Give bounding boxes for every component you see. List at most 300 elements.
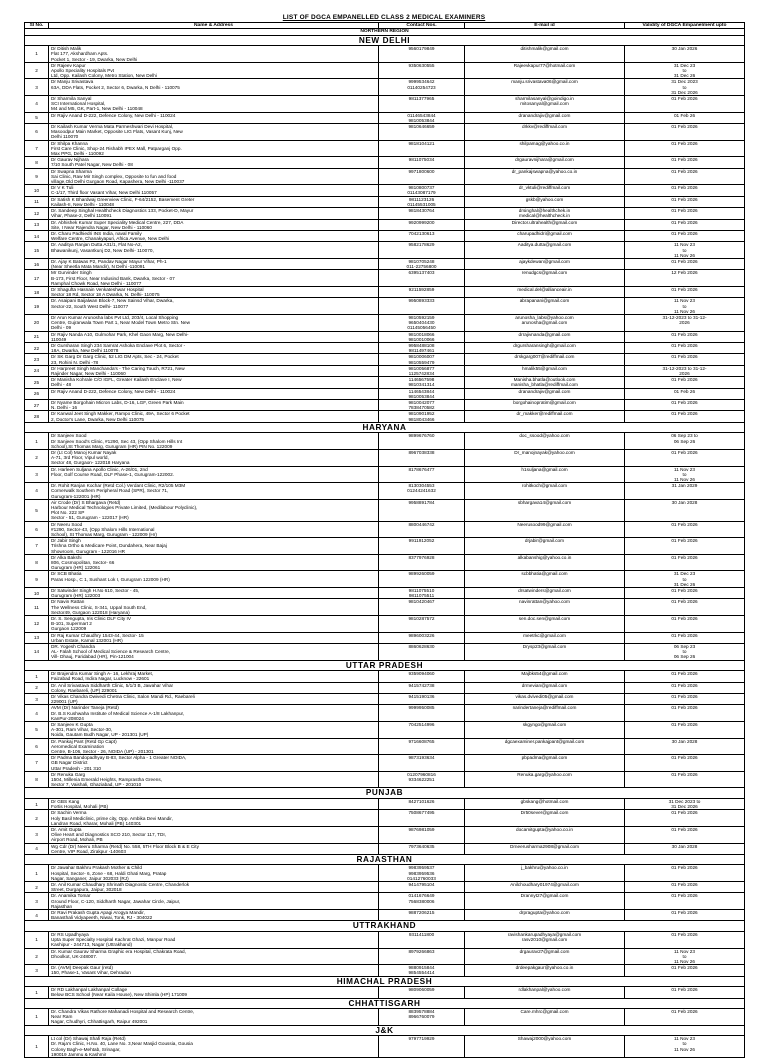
- name-address-line: Dr RS Upadhyaya: [51, 931, 89, 937]
- validity-date-line: 01 Feb 2026: [671, 826, 698, 832]
- email-id-line[interactable]: dranandrajiv@gmail.com: [518, 388, 571, 394]
- table-row: [25, 948, 745, 965]
- serial-number: 20: [25, 314, 49, 331]
- name-address-line: Dr SCB Bhatia: [51, 571, 82, 577]
- email-id-line[interactable]: sen.doc.sen@gmail.com: [518, 616, 571, 622]
- name-address-line: Dr Shilpa Khanna: [51, 140, 88, 146]
- section-title: HARYANA: [25, 422, 745, 433]
- email-id-line[interactable]: Neerusood99@gmail.com: [517, 521, 572, 527]
- email-id-line[interactable]: Majbks54@gmail.com: [521, 671, 568, 677]
- serial-number: 1: [25, 1036, 49, 1058]
- email-id-line[interactable]: Drysp23@gmail.com: [522, 644, 567, 650]
- email-id: [465, 755, 625, 772]
- validity-date-line: 01 Feb 2026: [671, 219, 698, 225]
- validity-date-line: to: [682, 471, 687, 477]
- email-id: [465, 377, 625, 388]
- name-address: [49, 354, 379, 365]
- email-id-line[interactable]: medical@healthcheck.in: [519, 213, 570, 219]
- validity-date-line: to: [682, 953, 687, 959]
- name-address: [49, 270, 379, 287]
- email-id-line[interactable]: arunosha@gmail.com: [521, 320, 568, 326]
- validity-date-line: 01 Feb 2026: [671, 354, 698, 360]
- name-address-line: Holy Basil Mediclinic, prime city, Opp. Ambika Devi Mandir,: [51, 815, 173, 821]
- table-row: [25, 693, 745, 704]
- email-id-line[interactable]: dr_makker@rediffmail.com: [516, 411, 573, 417]
- email-id-line[interactable]: charupadhidri@gmail.com: [517, 230, 572, 236]
- serial-number: 12: [25, 208, 49, 219]
- email-id-line[interactable]: medical.del@allianceair.in: [517, 286, 572, 292]
- contact-numbers: [379, 499, 465, 521]
- email-id-line[interactable]: manisha_bhatla@rediffmail.com: [511, 382, 578, 388]
- email-id-line[interactable]: ravishankarupadhyaya@gmail.com: [507, 931, 582, 937]
- contact-numbers: [379, 798, 465, 809]
- name-address: [49, 185, 379, 196]
- serial-number: 4: [25, 483, 49, 500]
- email-id: [465, 230, 625, 241]
- serial-number: 3: [25, 965, 49, 976]
- name-address: [49, 483, 379, 500]
- email-id: [465, 466, 625, 483]
- validity-date-line: 01 Feb 2026: [671, 882, 698, 888]
- email-id-line[interactable]: Aaditya.dutta@gmail.com: [517, 242, 572, 248]
- contact-numbers: [379, 286, 465, 297]
- name-address-line: Dr Sanjeev K Gupta: [51, 721, 93, 727]
- email-id-line[interactable]: drdeepakgaur@yahoo.co.in: [515, 965, 574, 971]
- validity-date-line: 01 Feb 2026: [671, 521, 698, 527]
- table-row: [25, 644, 745, 661]
- email-id-line[interactable]: ajaykdewan@gmail.com: [519, 258, 570, 264]
- name-address-line: Dr. Harleen Suljana Apollo Clinic, A-26/01, 2nd: [51, 466, 148, 472]
- validity-date-line: to: [682, 649, 687, 655]
- email-id-line[interactable]: dr_pankajswapna@yahoo.co.in: [511, 168, 578, 174]
- contact-numbers: [379, 230, 465, 241]
- name-address-line: Delhi 110070: [51, 134, 79, 140]
- name-address-line: Dr GBS Kang: [51, 798, 80, 804]
- table-row: [25, 185, 745, 196]
- contact-numbers: [379, 882, 465, 893]
- validity-date-line: 01 Feb 26: [673, 388, 696, 394]
- email-id-line[interactable]: sharmilasanyal@goindigo.in: [515, 96, 574, 102]
- contact-numbers: [379, 738, 465, 755]
- name-address-line: KanPur-208024: [51, 715, 84, 721]
- header-email: E-mail id: [465, 23, 625, 29]
- name-address-line: Olive Heart and Diagnostics SCO 210, Sector 117, TDI,: [51, 832, 166, 838]
- name-address: [49, 693, 379, 704]
- name-address-line: Centre, Gujranwala Town Part 1, Near Model Town Metro Stn. New: [51, 320, 190, 326]
- email-id-line[interactable]: dgcaexaminer.pankajpant@gmail.com: [504, 738, 585, 744]
- email-id: [465, 843, 625, 854]
- contact-numbers-line: 1146543844: [408, 388, 435, 394]
- email-id-line[interactable]: drjabir@gmail.com: [524, 538, 565, 544]
- name-address-line: Dr. Charu Padhiedri INS India, naval Family: [51, 230, 142, 236]
- name-address-line: Dr. Kumar Gaurav Sharma Graphic era Hospital, Chakrata Road,: [51, 948, 186, 954]
- contact-numbers-line: 9810559479: [408, 359, 435, 365]
- name-address-line: Dr Sanjeev Sood: [51, 433, 87, 439]
- email-id-line[interactable]: alkabanshig@yahoo.co.in: [517, 554, 572, 560]
- table-row: [25, 342, 745, 353]
- name-address-line: DR. Yogesh Chandra: [51, 644, 96, 650]
- email-id-line[interactable]: abrapanani@gmail.com: [519, 298, 570, 304]
- contact-numbers-line: 8966760079: [408, 1014, 435, 1020]
- email-id-line[interactable]: drgursharansingh@gmail.com: [513, 342, 576, 348]
- name-address: [49, 771, 379, 788]
- name-address: [49, 449, 379, 466]
- contact-numbers: [379, 693, 465, 704]
- contact-numbers: [379, 632, 465, 643]
- name-address-line: Dr Padma Bandopadhyay B-83, Sector Alpha - 1 Greater NOIDA,: [51, 755, 187, 761]
- validity-date-line: 01 Feb 2026: [671, 1009, 698, 1014]
- email-id: [465, 538, 625, 555]
- serial-number: 17: [25, 270, 49, 287]
- serial-number: 5: [25, 112, 49, 123]
- validity-date-line: 31 Dec 26: [673, 581, 696, 587]
- contact-numbers-line: 9818043466: [408, 416, 435, 422]
- name-address: [49, 342, 379, 353]
- serial-number: 6: [25, 521, 49, 538]
- validity-date: [625, 168, 745, 185]
- validity-date: [625, 910, 745, 921]
- name-address-line: Dr Navin Rattan: [51, 599, 85, 605]
- validity-date-line: 01 Feb 2026: [671, 693, 698, 699]
- validity-date-line: 01 Feb 2026: [671, 411, 698, 417]
- email-id-line[interactable]: gbskang@hotmail.com: [520, 798, 569, 804]
- validity-date-line: 31-12-2023 to 31-12-: [662, 365, 707, 371]
- contact-numbers-line: 9560179849: [408, 46, 435, 52]
- name-address: [49, 910, 379, 921]
- validity-date: [625, 987, 745, 998]
- examiners-table: [24, 22, 745, 1058]
- email-id-line[interactable]: sbhargava14@gmail.com: [517, 499, 572, 505]
- contact-numbers-line: 9818104121: [408, 140, 435, 146]
- contact-numbers: [379, 331, 465, 342]
- contact-numbers-line: 9810006007: [408, 354, 435, 360]
- name-address-line: Sector 7, Vaishali, Ghaziabad, UP - 201010: [51, 782, 142, 788]
- name-address-line: Dr Kailash Kumar Verma Mata Parmeshwari Devi Hospital,: [51, 124, 174, 130]
- name-address-line: Airport Road, Mohali, PB: [51, 837, 103, 843]
- name-address: [49, 865, 379, 882]
- validity-date-line: 01 Feb 2026: [671, 538, 698, 544]
- email-id-line[interactable]: drgaurav27@gmail.com: [519, 948, 570, 954]
- email-id: [465, 865, 625, 882]
- validity-date: [625, 411, 745, 422]
- serial-number: 7: [25, 538, 49, 555]
- table-row: [25, 588, 745, 599]
- validity-date-line: 31 Jan 2029: [671, 483, 698, 489]
- validity-date-line: 2026: [679, 370, 690, 376]
- name-address-line: Banasthali Vidyapeeth, Niwai, Tonk, RJ - 304022: [51, 915, 153, 921]
- email-id-line[interactable]: pbpadma@gmail.com: [521, 755, 568, 761]
- table-row: [25, 230, 745, 241]
- name-address-line: AL- Falah School of Medical Science & Research Centre,: [51, 649, 171, 655]
- section-title: RAJASTHAN: [25, 854, 745, 865]
- validity-date-line: 01 Feb 2026: [671, 258, 698, 264]
- name-address-line: Dr Gaurav Nijhara: [51, 157, 89, 163]
- name-address: [49, 466, 379, 483]
- serial-number: 19: [25, 298, 49, 315]
- name-address: [49, 948, 379, 965]
- validity-date-line: 30 Jan 2028: [671, 738, 698, 744]
- validity-date: [625, 449, 745, 466]
- email-id-line[interactable]: Anilchoudhary01974@gmail.com: [510, 882, 579, 888]
- email-id-line[interactable]: mitosanyal@gmail.com: [520, 101, 569, 107]
- contact-numbers-line: 8800446742: [408, 521, 435, 527]
- validity-date: [625, 140, 745, 157]
- name-address-line: Bhawanikunj, Vasantkunj D2, New Delhi- 110070,: [51, 247, 154, 253]
- name-address: [49, 671, 379, 682]
- email-id-line[interactable]: Drannyt27@gmail.com: [520, 893, 569, 899]
- contact-numbers-line: 9811075510: [408, 588, 435, 593]
- email-id-line[interactable]: drsinghal@healthchek.in: [518, 208, 571, 214]
- contact-numbers-line: 9854554414: [408, 970, 435, 976]
- validity-date-line: to: [682, 68, 687, 74]
- name-address: [49, 538, 379, 555]
- name-address-line: Ground Floor, C-120, Siddharth Nagar, Jawahar Circle, Jaipur,: [51, 898, 181, 904]
- name-address-line: Dr SK Garg Dr Garg Clinic, 52 LIG DM Apts, Sec - 24, Pocket: [51, 354, 179, 360]
- contact-numbers: [379, 865, 465, 882]
- validity-date: [625, 483, 745, 500]
- validity-date: [625, 157, 745, 168]
- section-header-row: [25, 35, 745, 46]
- contact-numbers: [379, 365, 465, 376]
- email-id: [465, 140, 625, 157]
- email-id-line[interactable]: j_bakhru@yahoo.co.in: [521, 865, 568, 871]
- contact-numbers-line: 9415742738: [408, 682, 435, 688]
- email-id-line[interactable]: drrajivnanda@gmail.com: [518, 331, 571, 337]
- table-row: [25, 931, 745, 948]
- table-row: [25, 286, 745, 297]
- validity-date: [625, 810, 745, 827]
- email-id-line[interactable]: Rajeevkapur77@hotmail.com: [513, 62, 576, 68]
- validity-date-line: 01 Feb 2026: [671, 682, 698, 688]
- serial-number: 8: [25, 157, 49, 168]
- name-address: [49, 798, 379, 809]
- validity-date-line: 01 Feb 2026: [671, 616, 698, 622]
- section-header-row: [25, 921, 745, 932]
- email-id-line[interactable]: drkkv@rediffmail.com: [521, 124, 568, 130]
- serial-number: 4: [25, 843, 49, 854]
- email-id: [465, 314, 625, 331]
- contact-numbers: [379, 521, 465, 538]
- email-id-line[interactable]: Dr_manojnayak@yahoo.com: [514, 449, 575, 455]
- email-id-line[interactable]: rdlakhanpal@yahoo.com: [518, 987, 571, 993]
- name-address-line: Mr Gurvinder Singh: [51, 270, 92, 276]
- section-header-row: [25, 1025, 745, 1036]
- email-id-line[interactable]: hmalik55@gmail.com: [522, 365, 567, 371]
- serial-number: 5: [25, 499, 49, 521]
- table-row: [25, 554, 745, 571]
- name-address-line: Dr. Sandeep Singhal Healthcheck Diagnostics 133, Pocket-D, Mayur: [51, 208, 194, 214]
- email-id-line[interactable]: gskb@yahoo.com: [525, 196, 564, 202]
- table-row: [25, 242, 745, 259]
- email-id-line[interactable]: borgohainopratim@gmail.com: [513, 400, 576, 405]
- serial-number: 2: [25, 449, 49, 466]
- validity-date-line: to: [682, 84, 687, 90]
- table-row: [25, 140, 745, 157]
- name-address-line: Hospital, Sector- 6, Zone - 68, Haldi Ghati Marg, Pratap: [51, 870, 167, 876]
- validity-date-line: 30 Jan 2028: [671, 499, 698, 505]
- email-id-line[interactable]: narindertaneja@rediffmail.com: [512, 705, 577, 711]
- email-id-line[interactable]: Manisha.bhatla@outlook.com: [513, 377, 576, 383]
- serial-number: 2: [25, 62, 49, 79]
- email-id-line[interactable]: drmevian@gmail.com: [521, 682, 568, 688]
- email-id-line[interactable]: skgyngo@gmail.com: [522, 721, 567, 727]
- email-id-line[interactable]: drpragupta@yahoo.com: [519, 910, 570, 916]
- contact-numbers-line: 0141676649: [408, 893, 435, 899]
- email-id: [465, 112, 625, 123]
- email-id-line[interactable]: doc_ssood@yahoo.com: [519, 433, 570, 439]
- name-address-line: Harbour Medical Technologies Private Limited, (Medilabour Polyclinic),: [51, 504, 198, 510]
- name-address-line: Faizabad Road, Indira Nagar, Lucknow - 22601: [51, 676, 150, 682]
- email-id-line[interactable]: shilpamag@yahoo.co.in: [519, 140, 570, 146]
- contact-numbers-line: 9810705248: [408, 258, 435, 264]
- contact-numbers-line: 9911912052: [408, 538, 435, 544]
- name-address-line: Dr Manisha Kohrale C/O IGFL, Greater Kailash Enclave I, New: [51, 377, 182, 383]
- contact-numbers: [379, 826, 465, 843]
- contact-numbers: [379, 124, 465, 141]
- email-id: [465, 354, 625, 365]
- email-id-line[interactable]: Care.mhrc@gmail.com: [520, 1009, 569, 1014]
- contact-numbers-line: 9958891784: [408, 499, 435, 505]
- validity-date-line: 01 Feb 2026: [671, 599, 698, 605]
- table-row: [25, 388, 745, 399]
- name-address-line: Apollo Speciality Hospitals Pvt: [51, 68, 115, 74]
- table-row: [25, 258, 745, 269]
- name-address: [49, 258, 379, 269]
- email-id: [465, 632, 625, 643]
- email-id-line[interactable]: arunosha_labs@yahoo.com: [515, 314, 574, 320]
- contact-numbers: [379, 1009, 465, 1026]
- validity-date: [625, 865, 745, 882]
- name-address-line: Urban Estate, Karnal 132001 (HR): [51, 637, 123, 643]
- email-id: [465, 1036, 625, 1058]
- email-id-line[interactable]: Renuka.garg@yahoo.com: [517, 771, 572, 777]
- email-id-line[interactable]: navinrattan@yahoo.com: [519, 599, 570, 605]
- validity-date-line: 12 Feb 2026: [671, 270, 698, 276]
- serial-number: 6: [25, 738, 49, 755]
- name-address: [49, 644, 379, 661]
- validity-date-line: 30 Jan 2028: [671, 843, 698, 849]
- serial-number: 14: [25, 644, 49, 661]
- email-id-line[interactable]: rasv2010@gmail.com: [521, 937, 568, 943]
- email-id-line[interactable]: ditishmalik@gmail.com: [520, 46, 569, 52]
- name-address: [49, 965, 379, 976]
- email-id-line[interactable]: scbbhatia@gmail.com: [521, 571, 568, 577]
- email-id-line[interactable]: dranandrajiv@gmail.com: [518, 112, 571, 118]
- table-row: [25, 449, 745, 466]
- contact-numbers: [379, 571, 465, 588]
- contact-numbers: [379, 810, 465, 827]
- validity-date: [625, 693, 745, 704]
- validity-date: [625, 721, 745, 738]
- validity-date: [625, 616, 745, 633]
- name-address-line: Dr Alka Bakshi: [51, 554, 82, 560]
- name-address: [49, 286, 379, 297]
- name-address-line: Gurgaon 122009: [51, 626, 87, 632]
- serial-number: 9: [25, 168, 49, 185]
- name-address-line: 150, Phase-1, Vasant Vihar, Dehradun: [51, 970, 131, 976]
- email-id: [465, 79, 625, 96]
- name-address-line: Sai Clinic, Raw Mir Singh complex, Opposite to fun and food: [51, 173, 177, 179]
- name-address: [49, 196, 379, 207]
- email-id-line[interactable]: dr_vktuli@rediffmail.com: [518, 185, 571, 191]
- section-header-row: [25, 976, 745, 987]
- serial-number: 4: [25, 705, 49, 722]
- validity-date-line: 01 Feb 2026: [671, 721, 698, 727]
- email-id-line[interactable]: drsatwinders@gmail.com: [518, 588, 571, 593]
- validity-date-line: 01 Feb 2026: [671, 910, 698, 916]
- email-id-line[interactable]: docamitgupta@yahoo.co.in: [516, 826, 573, 832]
- email-id-line[interactable]: Drneerusharma2908@gmail.com: [509, 843, 580, 849]
- email-id-line[interactable]: Dr50sever@gmail.com: [520, 810, 569, 816]
- name-address-line: Centre, VIP Road, Zirakpur -140603: [51, 848, 126, 854]
- name-address: [49, 219, 379, 230]
- validity-date: [625, 893, 745, 910]
- contact-numbers-line: 9999534642: [408, 79, 435, 85]
- name-address-line: Landran Road, Kharar, Mohali (PB) 140301: [51, 820, 142, 826]
- name-address-line: Dr Brajendra Kumar Singh A- 16, Lekhraj Market,: [51, 671, 154, 677]
- name-address: [49, 599, 379, 616]
- name-address: [49, 112, 379, 123]
- name-address-line: Showroom, Gurugram - 122016 HR: [51, 548, 125, 554]
- email-id-line[interactable]: h1suljana@gmail.com: [521, 466, 568, 472]
- contact-numbers: [379, 931, 465, 948]
- validity-date-line: 01 Feb 2026: [671, 185, 698, 191]
- name-address-line: Delhi - 48: [51, 382, 72, 388]
- table-row: [25, 632, 745, 643]
- validity-date: [625, 433, 745, 450]
- section-title: UTTAR PRADESH: [25, 660, 745, 671]
- email-id: [465, 810, 625, 827]
- name-address-line: Dr Shagufta Hasnain Venkateshwar Hospital: [51, 286, 144, 292]
- name-address-line: Dr. B.S Kushwaha Institute of Medical Science A-1/8 Lakhanpur,: [51, 710, 185, 716]
- contact-numbers-line: 9810042077: [408, 400, 435, 405]
- email-id: [465, 948, 625, 965]
- contact-numbers-line: 8377976928: [408, 554, 435, 560]
- email-id-line[interactable]: manju.srivastava06@gmail.com: [511, 79, 578, 85]
- email-id-line[interactable]: meetrkc@gmail.com: [523, 632, 566, 638]
- email-id: [465, 411, 625, 422]
- email-id-line[interactable]: rohitkoch@gmail.com: [521, 483, 568, 489]
- serial-number: 25: [25, 377, 49, 388]
- email-id: [465, 400, 625, 411]
- contact-numbers: [379, 242, 465, 259]
- email-id-line[interactable]: drgauravnijhara@gmail.com: [515, 157, 574, 163]
- contact-numbers: [379, 771, 465, 788]
- validity-date-line: 01 Feb 2026: [671, 157, 698, 163]
- name-address-line: 7/10 South Patel Nagar, New Delhi - 08: [51, 162, 133, 168]
- table-row: [25, 433, 745, 450]
- validity-date: [625, 46, 745, 63]
- name-address-line: Dr Rajiv Anand D-222, Defence Colony, New Delhi - 110024: [51, 388, 176, 394]
- table-row: [25, 738, 745, 755]
- validity-date-line: to: [682, 576, 687, 582]
- validity-date-line: 31-12-2023 to 31-12-: [662, 314, 707, 320]
- table-row: [25, 79, 745, 96]
- contact-numbers: [379, 342, 465, 353]
- email-id-line[interactable]: renudgcs@gmail.com: [521, 270, 568, 276]
- email-id-line[interactable]: Director.ultrahealth@gmail.com: [511, 219, 578, 225]
- email-id-line[interactable]: drskgarg007@rediffmail.com: [514, 354, 575, 360]
- contact-numbers-line: 9880915844: [408, 965, 435, 971]
- email-id: [465, 931, 625, 948]
- validity-date: [625, 843, 745, 854]
- table-row: [25, 910, 745, 921]
- email-id-line[interactable]: Shawaj2000@yahoo.com: [517, 1036, 572, 1042]
- contact-numbers: [379, 644, 465, 661]
- email-id-line[interactable]: vikas.dvivedi05@gmail.com: [515, 693, 574, 699]
- validity-date-line: 01 Feb 2026: [671, 893, 698, 899]
- validity-date: [625, 219, 745, 230]
